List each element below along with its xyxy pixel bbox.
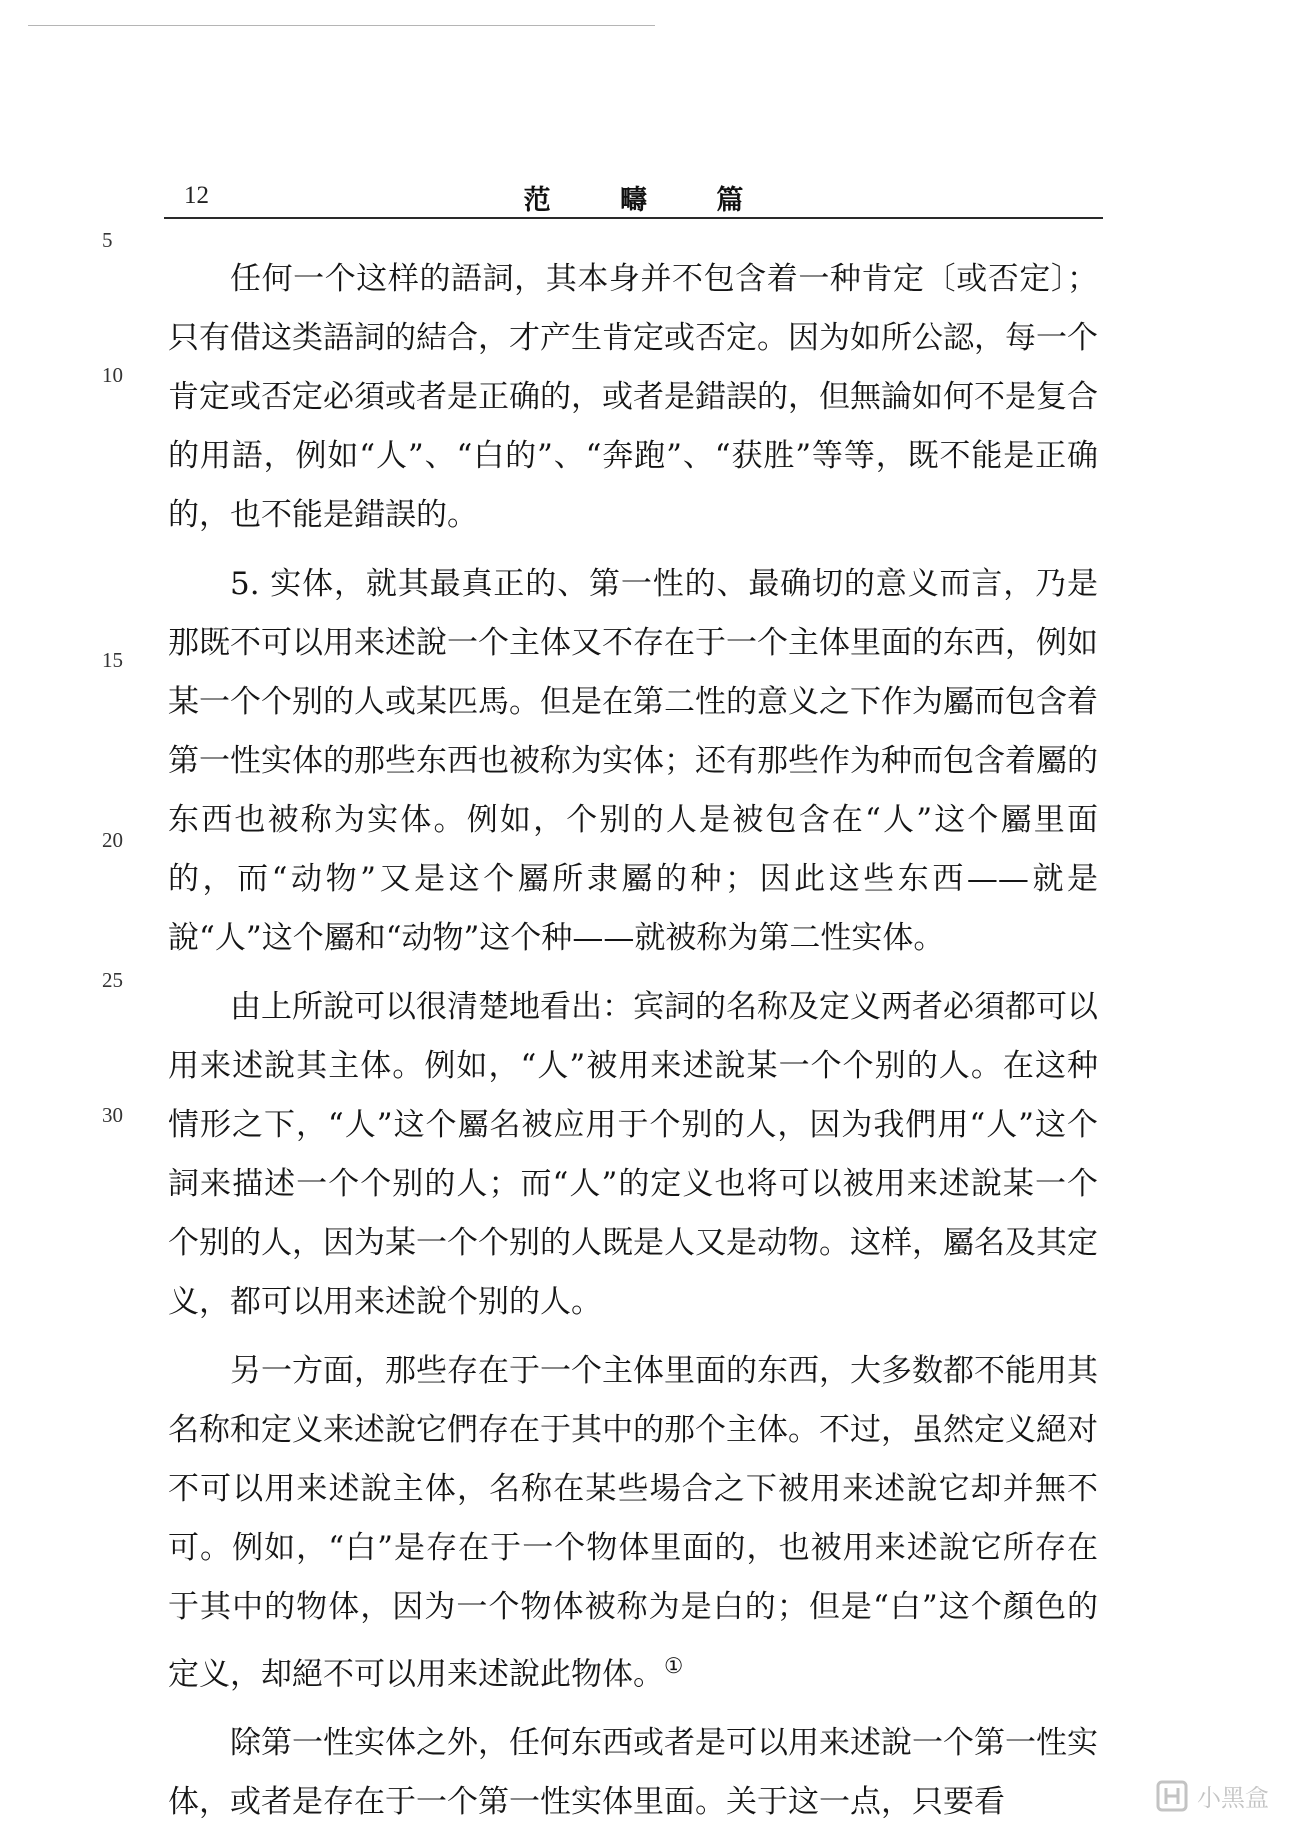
paragraph: 由上所說可以很清楚地看出：宾詞的名称及定义两者必須都可以用来述說其主体。例如，“人”被用来述說某一个个别的人。在这种情形之下，“人”这个屬名被应用于个别的人，因为我們用“人”这个詞来描述一个个别的人；而“人”的定义也将可以被用来述說某一个个别的人，因为某一个个别的人既是人又是动物。这样，屬名及其定义，都可以用来述說个别的人。 [168, 989, 1098, 1320]
page-number: 12 [184, 182, 209, 209]
body-text [168, 250, 1098, 1842]
paragraph: 5. 实体，就其最真正的、第一性的、最确切的意义而言，乃是那既不可以用来述說一个主体又不存在于一个主体里面的东西，例如某一个个别的人或某匹馬。但是在第二性的意义之下作为屬而包含着第一性实体的那些东西也被称为实体；还有那些作为种而包含着屬的东西也被称为实体。例如，个别的人是被包含在“人”这个屬里面的，而“动物”又是这个屬所隶屬的种；因此这些东西——就是說“人”这个屬和“动物”这个种——就被称为第二性实体。 [168, 566, 1098, 956]
running-head [164, 170, 1103, 214]
watermark-text: 小黑盒 [1197, 1784, 1269, 1812]
book-title: 范 疇 篇 [523, 185, 774, 216]
line-number: 10 [102, 363, 123, 387]
watermark [1155, 1778, 1269, 1813]
line-number: 30 [102, 1103, 123, 1127]
line-number: 20 [102, 828, 123, 852]
line-number: 15 [102, 648, 123, 672]
paragraph-with-footnote [168, 1342, 1098, 1704]
line-number: 5 [102, 228, 113, 252]
watermark-logo-icon [1155, 1779, 1189, 1813]
paragraph: 除第一性实体之外，任何东西或者是可以用来述說一个第一性实体，或者是存在于一个第一性实体里面。关于这一点，只要看 [168, 1725, 1098, 1821]
paragraph: 任何一个这样的語詞，其本身并不包含着一种肯定〔或否定〕；只有借这类語詞的結合，才产生肯定或否定。因为如所公認，每一个肯定或否定必須或者是正确的，或者是錯誤的，但無論如何不是复合的用語，例如“人”、“白的”、“奔跑”、“获胜”等等，既不能是正确的，也不能是錯誤的。 [168, 261, 1098, 533]
footnote-marker: ① [664, 1654, 684, 1679]
paragraph-text: 另一方面，那些存在于一个主体里面的东西，大多数都不能用其名称和定义来述說它們存在于其中的那个主体。不过，虽然定义絕对不可以用来述說主体，名称在某些場合之下被用来述說它却并無不可。例如，“白”是存在于一个物体里面的，也被用来述說它所存在于其中的物体，因为一个物体被称为是白的；但是“白”这个顏色的定义，却絕不可以用来述說此物体。 [168, 1353, 1098, 1693]
line-number: 25 [102, 968, 123, 992]
margin-line-numbers [0, 0, 140, 1843]
header-rule [164, 217, 1103, 219]
